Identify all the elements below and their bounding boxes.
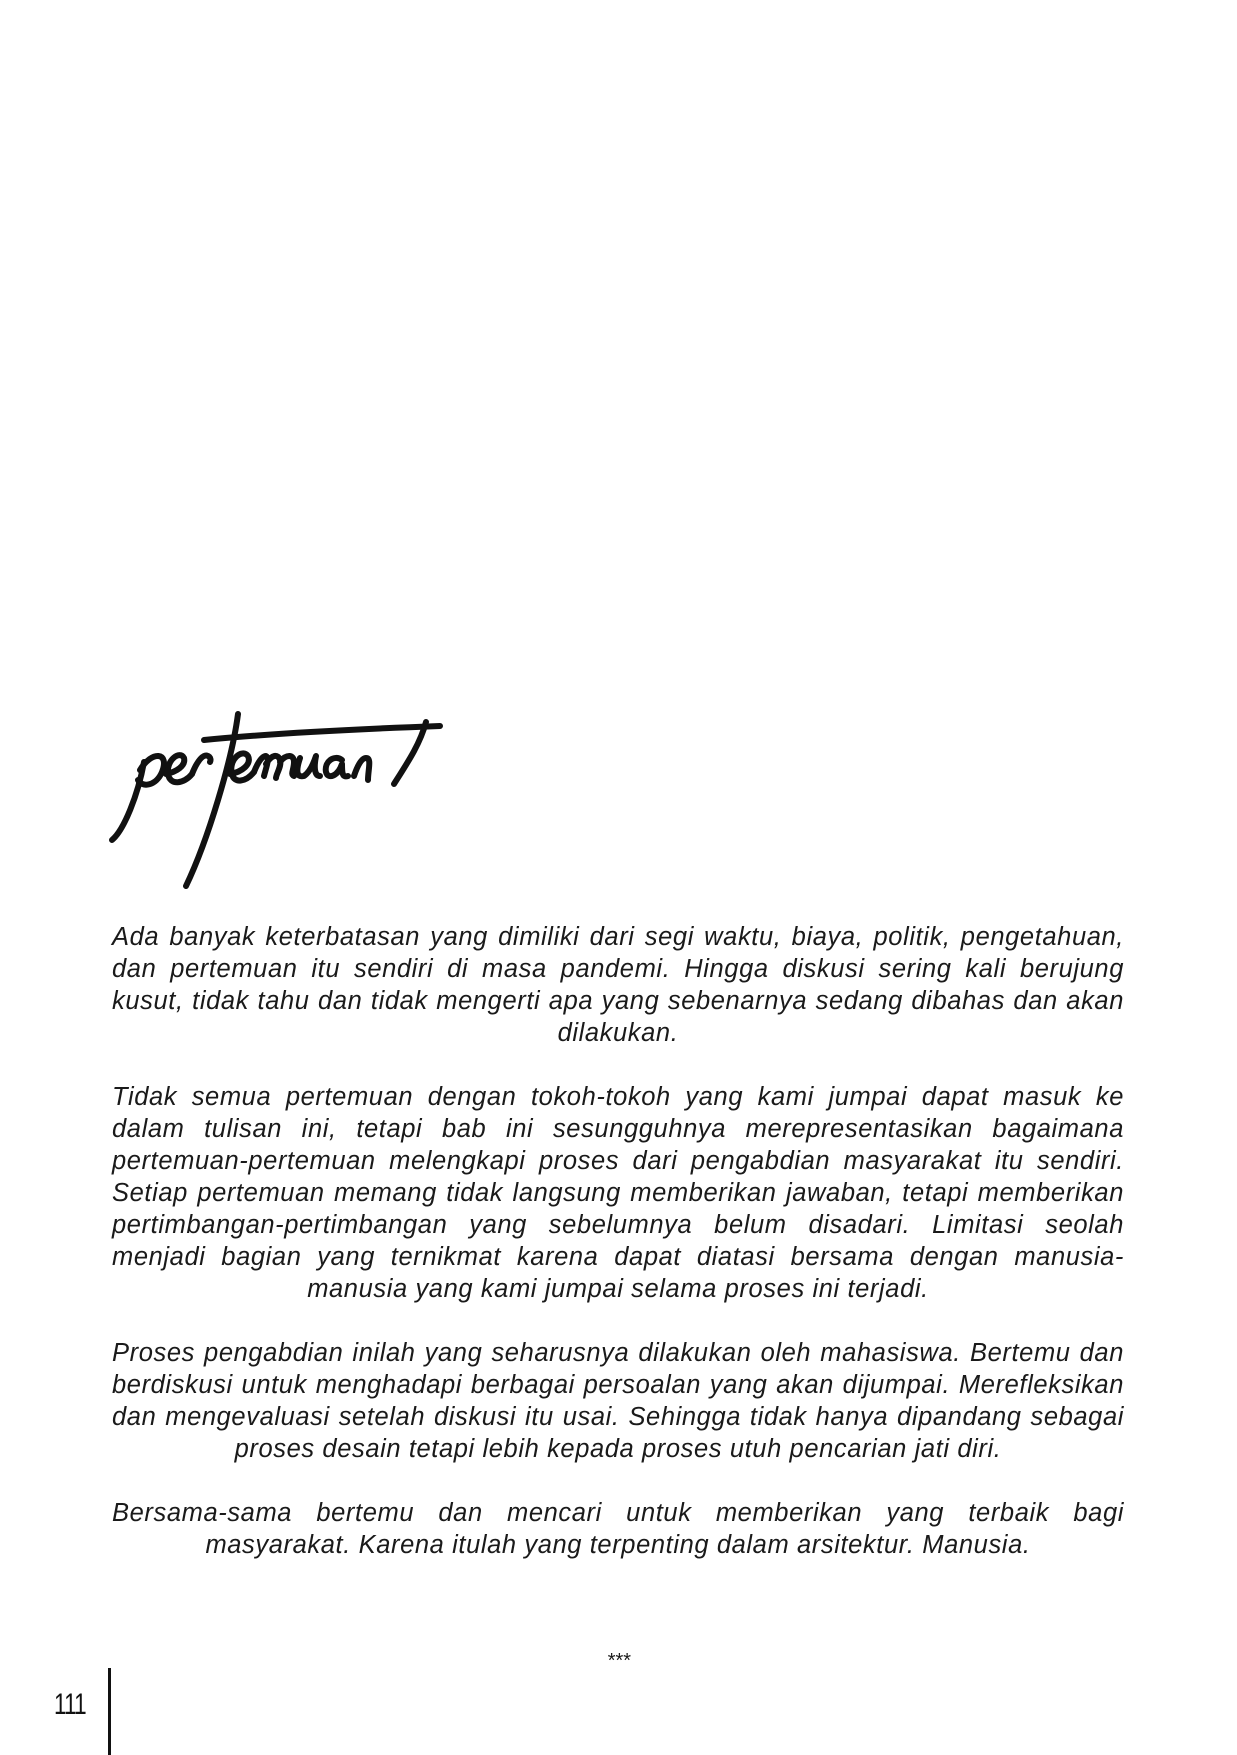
section-separator: *** — [606, 1650, 631, 1672]
page-number: 111 — [54, 1688, 86, 1721]
page-number-divider — [108, 1668, 111, 1755]
paragraph: Bersama-sama bertemu dan mencari untuk memberikan yang terbaik bagi masyarakat. Karena itulah yang terpenting dalam arsitektur. Manusia. — [112, 1499, 1124, 1559]
paragraph: Tidak semua pertemuan dengan tokoh-tokoh yang kami jumpai dapat masuk ke dalam tulisan ini, tetapi bab ini sesungguhnya merepresentasikan bagaimana pertemuan-pertemuan melengkapi proses dari pengabdian masyarakat itu sendiri. Setiap pertemuan memang tidak langsung memberikan jawaban, tetapi memberikan pertimbangan-pertimbangan yang sebelumnya belum disadari. Limitasi seolah menjadi bagian yang ternikmat karena dapat diatasi bersama dengan manusia-manusia yang kami jumpai selama proses ini terjadi. — [112, 1083, 1124, 1303]
title-text — [104, 900, 105, 901]
paragraph: Ada banyak keterbatasan yang dimiliki dari segi waktu, biaya, politik, pengetahuan, dan pertemuan itu sendiri di masa pandemi. Hingga diskusi sering kali berujung kusut, tidak tahu dan tidak mengerti apa yang sebenarnya sedang dibahas dan akan dilakukan. — [112, 923, 1124, 1047]
handwritten-title-pertemuan — [104, 700, 454, 900]
signature-title-drawing — [104, 700, 454, 900]
body-text — [112, 921, 1124, 1593]
paragraph: Proses pengabdian inilah yang seharusnya dilakukan oleh mahasiswa. Bertemu dan berdiskusi untuk menghadapi berbagai persoalan yang akan dijumpai. Merefleksikan dan mengevaluasi setelah diskusi itu usai. Sehingga tidak hanya dipandang sebagai proses desain tetapi lebih kepada proses utuh pencarian jati diri. — [112, 1339, 1124, 1463]
